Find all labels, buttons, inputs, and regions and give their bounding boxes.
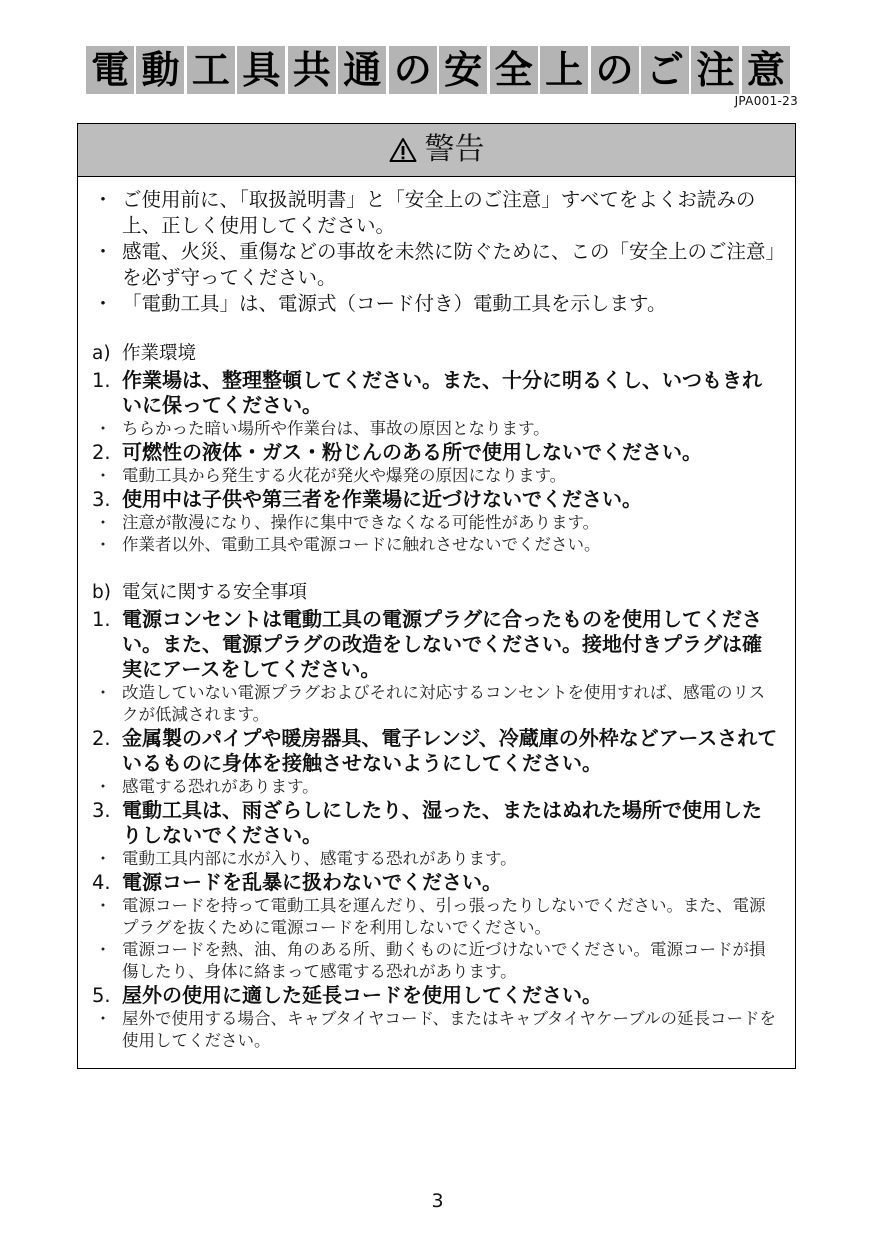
item-text: 屋外の使用に適した延長コードを使用してください。 bbox=[122, 983, 602, 1007]
bullet: ・ bbox=[93, 292, 113, 315]
numbered-item bbox=[92, 983, 781, 1008]
numbered-item bbox=[92, 726, 781, 776]
list-item bbox=[92, 291, 781, 317]
numbered-item bbox=[92, 487, 781, 512]
title-char: 電 bbox=[86, 46, 134, 94]
note-text: 作業者以外、電動工具や電源コードに触れさせないでください。 bbox=[122, 535, 601, 554]
bullet: ・ bbox=[94, 896, 112, 915]
intro-text: 「電動工具」は、電源式（コード付き）電動工具を示します。 bbox=[122, 292, 667, 315]
title-char: 通 bbox=[338, 46, 386, 94]
numbered-item bbox=[92, 870, 781, 895]
page-number: 3 bbox=[431, 1190, 444, 1212]
title-char: 意 bbox=[742, 46, 790, 94]
title-char: ご bbox=[641, 46, 689, 94]
bullet: ・ bbox=[94, 683, 112, 702]
note bbox=[92, 682, 781, 726]
intro-text: ご使用前に、「取扱説明書」と「安全上のご注意」すべてをよくお読みの上、正しく使用してください。 bbox=[122, 188, 756, 237]
section-title: 電気に関する安全事項 bbox=[122, 582, 308, 603]
intro-text: 感電、火災、重傷などの事故を未然に防ぐために、この「安全上のご注意」を必ず守ってください。 bbox=[122, 240, 776, 289]
title-char: 動 bbox=[136, 46, 184, 94]
bullet: ・ bbox=[94, 940, 112, 959]
section-letter: b) bbox=[92, 582, 111, 603]
item-number: 5. bbox=[92, 984, 111, 1007]
bullet: ・ bbox=[94, 535, 112, 554]
item-number: 3. bbox=[92, 799, 111, 822]
title-char: 全 bbox=[490, 46, 538, 94]
item-text: 使用中は子供や第三者を作業場に近づけないでください。 bbox=[122, 487, 642, 511]
note bbox=[92, 1008, 781, 1052]
bullet: ・ bbox=[94, 513, 112, 532]
numbered-item bbox=[92, 798, 781, 848]
warning-triangle-icon bbox=[389, 137, 417, 163]
note bbox=[92, 848, 781, 870]
section-heading bbox=[92, 343, 781, 365]
numbered-item bbox=[92, 368, 781, 418]
item-number: 3. bbox=[92, 488, 111, 511]
bullet: ・ bbox=[94, 419, 112, 438]
item-number: 2. bbox=[92, 727, 111, 750]
note bbox=[92, 418, 781, 440]
title-char: 注 bbox=[691, 46, 739, 94]
item-text: 作業場は、整理整頓してください。また、十分に明るくし、いつもきれいに保ってください。 bbox=[122, 368, 762, 417]
note bbox=[92, 465, 781, 487]
note-text: 電源コードを熱、油、角のある所、動くものに近づけないでください。電源コードが損傷したり、身体に絡まって感電する恐れがあります。 bbox=[122, 940, 766, 981]
note-text: 電動工具から発生する火花が発火や爆発の原因になります。 bbox=[122, 466, 567, 485]
title-char: 上 bbox=[540, 46, 588, 94]
section-work-environment bbox=[92, 343, 781, 556]
section-letter: a) bbox=[92, 343, 111, 364]
item-text: 金属製のパイプや暖房器具、電子レンジ、冷蔵庫の外枠などアースされているものに身体を接触させないようにしてください。 bbox=[122, 726, 778, 775]
warning-body bbox=[78, 177, 795, 1052]
title-char: 具 bbox=[237, 46, 285, 94]
warning-box bbox=[77, 123, 796, 1069]
note-text: 電動工具内部に水が入り、感電する恐れがあります。 bbox=[122, 849, 517, 868]
note-text: ちらかった暗い場所や作業台は、事故の原因となります。 bbox=[122, 419, 550, 438]
section-heading bbox=[92, 582, 781, 604]
warning-header bbox=[78, 124, 795, 177]
document-code: JPA001-23 bbox=[734, 94, 798, 108]
list-item bbox=[92, 239, 781, 291]
note bbox=[92, 939, 781, 983]
note bbox=[92, 895, 781, 939]
intro-list bbox=[92, 187, 781, 317]
title-char: の bbox=[591, 46, 639, 94]
note bbox=[92, 512, 781, 534]
bullet: ・ bbox=[94, 777, 112, 796]
bullet: ・ bbox=[94, 1009, 112, 1028]
note bbox=[92, 534, 781, 556]
note-text: 改造していない電源プラグおよびそれに対応するコンセントを使用すれば、感電のリスクが低減されます。 bbox=[122, 683, 766, 724]
item-number: 1. bbox=[92, 369, 111, 392]
note-text: 感電する恐れがあります。 bbox=[122, 777, 319, 796]
item-number: 4. bbox=[92, 871, 111, 894]
bullet: ・ bbox=[93, 188, 113, 211]
section-electrical-safety bbox=[92, 582, 781, 1052]
note-text: 注意が散漫になり、操作に集中できなくなる可能性があります。 bbox=[122, 513, 600, 532]
page-title bbox=[86, 46, 790, 94]
item-number: 1. bbox=[92, 608, 111, 631]
note-text: 屋外で使用する場合、キャブタイヤコード、またはキャブタイヤケーブルの延長コードを使用してください。 bbox=[122, 1009, 777, 1050]
item-text: 可燃性の液体・ガス・粉じんのある所で使用しないでください。 bbox=[122, 440, 702, 464]
bullet: ・ bbox=[94, 849, 112, 868]
item-number: 2. bbox=[92, 441, 111, 464]
warning-title: 警告 bbox=[424, 132, 485, 167]
item-text: 電動工具は、雨ざらしにしたり、湿った、またはぬれた場所で使用したりしないでください。 bbox=[122, 798, 762, 847]
bullet: ・ bbox=[93, 240, 113, 263]
section-title: 作業環境 bbox=[122, 343, 197, 364]
numbered-item bbox=[92, 607, 781, 682]
title-char: 共 bbox=[288, 46, 336, 94]
title-char: 工 bbox=[187, 46, 235, 94]
item-text: 電源コンセントは電動工具の電源プラグに合ったものを使用してください。また、電源プラグの改造をしないでください。接地付きプラグは確実にアースをしてください。 bbox=[122, 607, 762, 681]
title-char: の bbox=[389, 46, 437, 94]
item-text: 電源コードを乱暴に扱わないでください。 bbox=[122, 870, 502, 894]
bullet: ・ bbox=[94, 466, 112, 485]
numbered-item bbox=[92, 440, 781, 465]
list-item bbox=[92, 187, 781, 239]
note bbox=[92, 776, 781, 798]
note-text: 電源コードを持って電動工具を運んだり、引っ張ったりしないでください。また、電源プラグを抜くために電源コードを利用しないでください。 bbox=[122, 896, 766, 937]
title-char: 安 bbox=[439, 46, 487, 94]
